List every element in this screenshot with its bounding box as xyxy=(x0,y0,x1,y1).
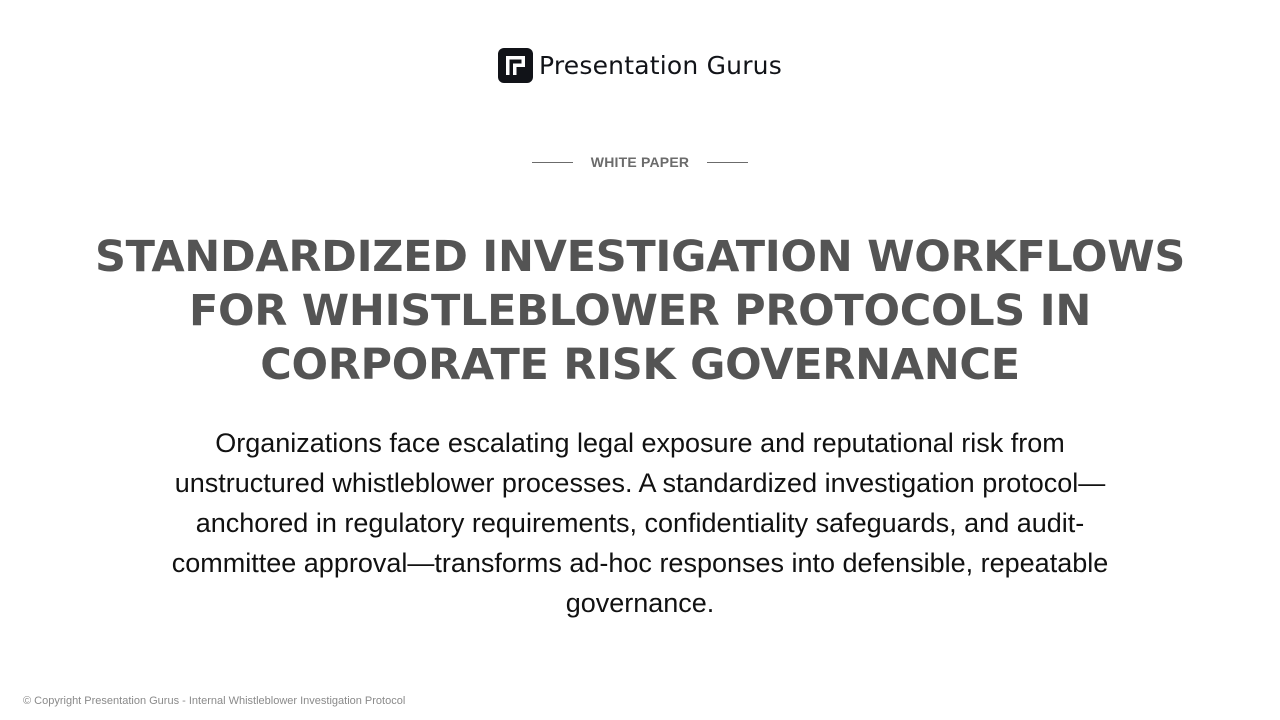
presentation-gurus-logo-mark-icon xyxy=(498,48,533,83)
page-title: STANDARDIZED INVESTIGATION WORKFLOWS FOR WHISTLEBLOWER PROTOCOLS IN CORPORATE RISK GOVERNANCE xyxy=(94,232,1186,390)
eyebrow-text: WHITE PAPER xyxy=(590,154,690,170)
eyebrow-rule-right xyxy=(707,162,748,163)
summary-paragraph: Organizations face escalating legal exposure and reputational risk from unstructured whistleblower processes. A standardized investigation protocol—anchored in regulatory requirements, confidentiality safeguards, and audit-committee approval—transforms ad-hoc responses into defensible, repeatable governance. xyxy=(171,428,1109,618)
brand-logo xyxy=(0,48,1280,83)
brand-name: Presentation Gurus xyxy=(539,51,782,80)
copyright-footer: © Copyright Presentation Gurus - Internal Whistleblower Investigation Protocol xyxy=(23,695,406,707)
eyebrow-rule-left xyxy=(532,162,573,163)
document-type-label xyxy=(0,152,1280,172)
